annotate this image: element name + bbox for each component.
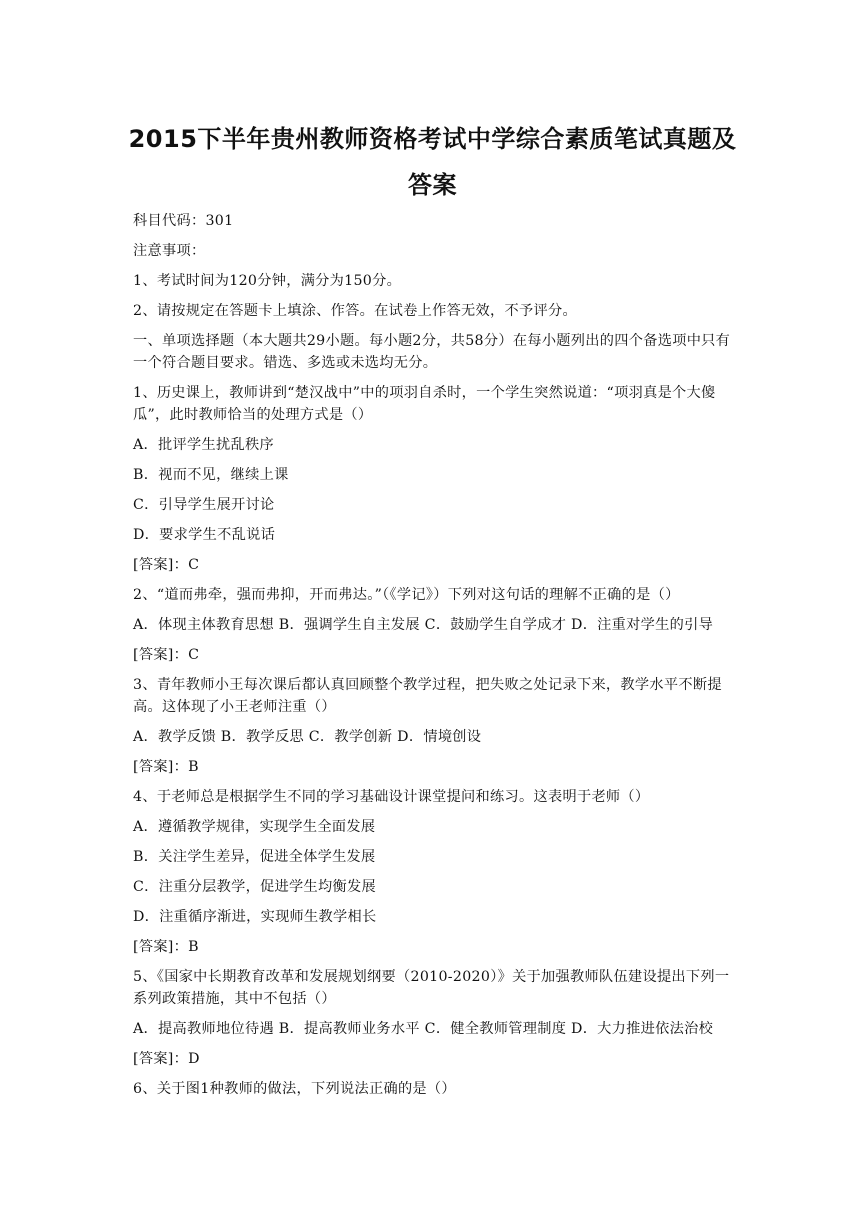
question-option: D．注重循序渐进，实现师生教学相长 — [133, 909, 377, 925]
question-stem: 4、于老师总是根据学生不同的学习基础设计课堂提问和练习。这表明于老师（） — [133, 789, 650, 805]
subject-code: 科目代码：301 — [133, 213, 234, 229]
question-options-line: A．提高教师地位待遇 B．提高教师业务水平 C．健全教师管理制度 D．大力推进依法治校 — [133, 1021, 714, 1037]
document-title: 2015下半年贵州教师资格考试中学综合素质笔试真题及答案 — [128, 125, 737, 199]
question-options-line: A．体现主体教育思想 B．强调学生自主发展 C．鼓励学生自学成才 D．注重对学生的引导 — [133, 617, 714, 633]
question-stem: 3、青年教师小王每次课后都认真回顾整个教学过程，把失败之处记录下来，教学水平不断提高。这体现了小王老师注重（） — [133, 677, 722, 715]
question-option: C．注重分层教学，促进学生均衡发展 — [133, 879, 376, 895]
question-stem: 1、历史课上，教师讲到“楚汉战中”中的项羽自杀时，一个学生突然说道：“项羽真是个大傻瓜”，此时教师恰当的处理方式是（） — [133, 385, 716, 423]
document-body — [133, 210, 735, 1108]
question-answer: [答案]：B — [133, 759, 199, 775]
question-option: D．要求学生不乱说话 — [133, 527, 276, 543]
question-option: B．关注学生差异，促进全体学生发展 — [133, 849, 376, 865]
question-option: C．引导学生展开讨论 — [133, 497, 275, 513]
notice-item: 2、请按规定在答题卡上填涂、作答。在试卷上作答无效，不予评分。 — [133, 303, 577, 319]
question-stem: 6、关于图1种教师的做法，下列说法正确的是（） — [133, 1081, 456, 1097]
question-answer: [答案]：C — [133, 647, 200, 663]
question-option: A．遵循教学规律，实现学生全面发展 — [133, 819, 376, 835]
section-heading: 一、单项选择题（本大题共29小题。每小题2分，共58分）在每小题列出的四个备选项中只有一个符合题目要求。错选、多选或未选均无分。 — [133, 333, 731, 371]
question-answer: [答案]：C — [133, 557, 200, 573]
notice-item: 1、考试时间为120分钟，满分为150分。 — [133, 273, 402, 289]
question-stem: 5、《国家中长期教育改革和发展规划纲要（2010-2020）》关于加强教师队伍建设提出下列一系列政策措施，其中不包括（） — [133, 969, 730, 1007]
notice-heading: 注意事项： — [133, 243, 206, 259]
question-answer: [答案]：D — [133, 1051, 200, 1067]
question-stem: 2、“道而弗牵，强而弗抑，开而弗达。”（《学记》）下列对这句话的理解不正确的是（） — [133, 587, 680, 603]
question-option: A．批评学生扰乱秩序 — [133, 437, 274, 453]
question-options-line: A．教学反馈 B．教学反思 C．教学创新 D．情境创设 — [133, 729, 482, 745]
question-answer: [答案]：B — [133, 939, 199, 955]
question-option: B．视而不见，继续上课 — [133, 467, 289, 483]
